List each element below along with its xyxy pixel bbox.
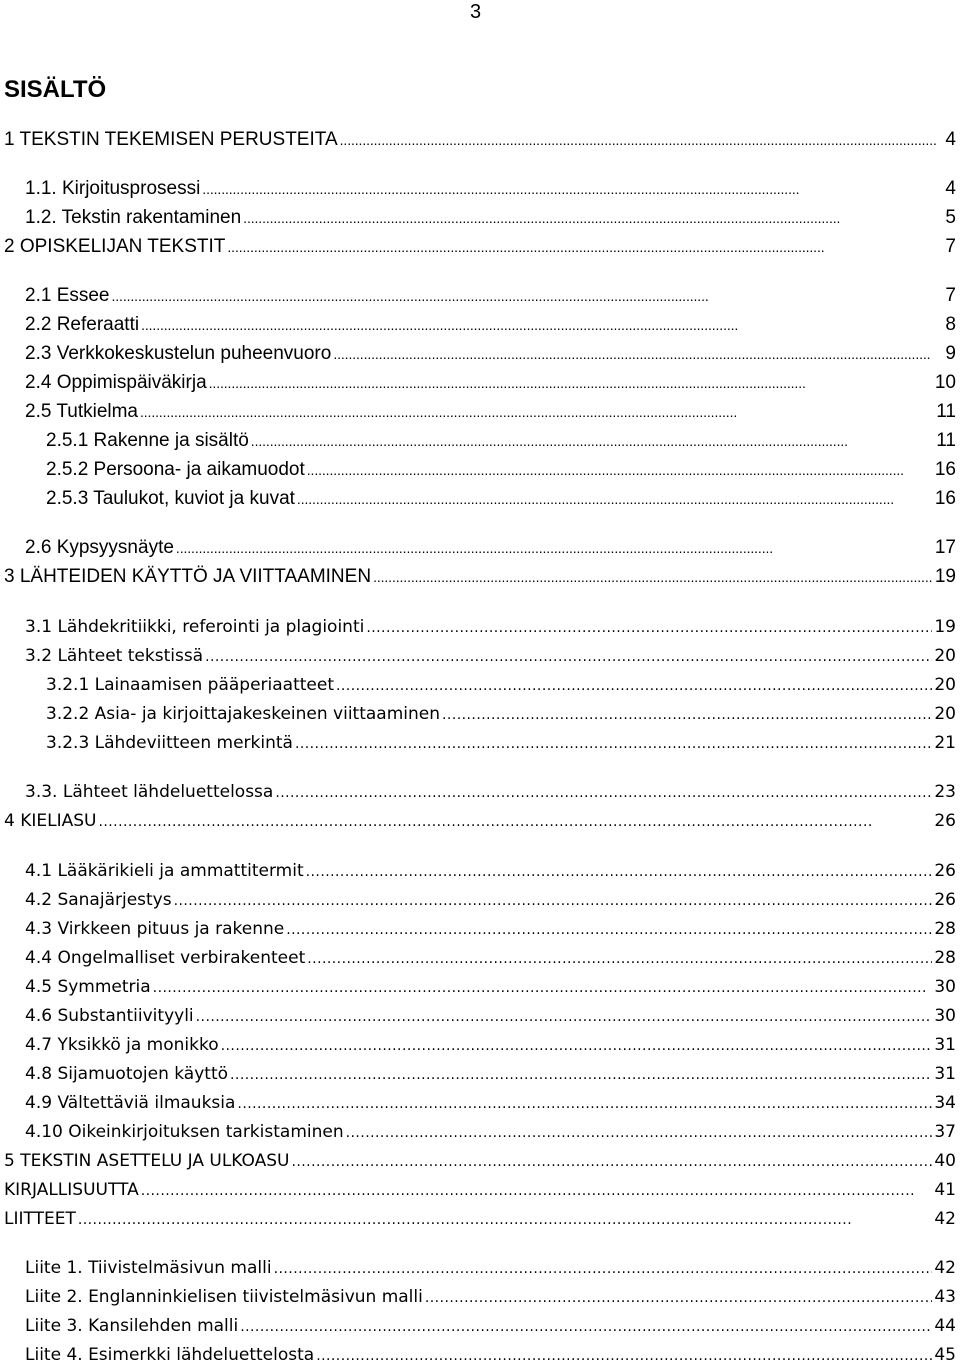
toc-entry[interactable]: [4, 1206, 956, 1232]
dot-leader: [140, 399, 934, 425]
dot-leader: [221, 1032, 933, 1059]
dot-leader: [333, 341, 943, 367]
dot-leader: [141, 1177, 933, 1204]
toc-entry-label: 2 OPISKELIJAN TEKSTIT: [4, 236, 226, 257]
toc-entry-label: 1.2. Tekstin rakentaminen: [25, 207, 242, 228]
dot-leader: [98, 808, 932, 835]
toc-entry-label: 3 LÄHTEIDEN KÄYTTÖ JA VIITTAAMINEN: [4, 566, 372, 587]
toc-entry[interactable]: [4, 127, 956, 153]
toc-entry-page: 26: [934, 861, 956, 881]
dot-leader: [112, 283, 944, 309]
toc-entry[interactable]: [25, 1090, 956, 1116]
toc-entry-page: 23: [934, 782, 956, 802]
dot-leader: [373, 564, 933, 590]
dot-leader: [307, 945, 932, 972]
toc-entry[interactable]: [25, 1119, 956, 1145]
toc-entry[interactable]: [25, 1061, 956, 1087]
page-number: 3: [470, 1, 482, 23]
toc-entry-page: 26: [934, 890, 956, 910]
toc-entry-label: 2.4 Oppimispäiväkirja: [25, 372, 207, 393]
dot-leader: [196, 1003, 933, 1030]
toc-entry[interactable]: [46, 730, 956, 756]
toc-entry-page: 19: [934, 566, 956, 587]
toc-entry-page: 31: [934, 1064, 956, 1084]
toc-entry[interactable]: [46, 486, 956, 512]
toc-entry-label: 2.1 Essee: [25, 285, 110, 306]
toc-entry-label: 3.1 Lähdekritiikki, referointi ja plagiointi: [25, 617, 365, 637]
toc-entry-page: 42: [934, 1209, 956, 1229]
toc-entry-page: 20: [934, 675, 956, 695]
dot-leader: [425, 1284, 933, 1311]
toc-entry-page: 5: [945, 207, 956, 228]
toc-entry[interactable]: [4, 564, 956, 590]
dot-leader: [153, 974, 933, 1001]
toc-entry-label: 2.5.2 Persoona- ja aikamuodot: [46, 459, 305, 480]
toc-entry[interactable]: [25, 1284, 956, 1310]
toc-entry-page: 4: [945, 129, 956, 150]
toc-entry[interactable]: [46, 672, 956, 698]
dot-leader: [442, 701, 932, 728]
toc-entry[interactable]: [25, 887, 956, 913]
toc-entry-page: 4: [945, 178, 956, 199]
toc-entry-label: Liite 2. Englanninkielisen tiivistelmäsivun malli: [25, 1287, 423, 1307]
toc-entry-label: LIITTEET: [4, 1209, 76, 1229]
dot-leader: [237, 1090, 932, 1117]
toc-entry[interactable]: [4, 1177, 956, 1203]
toc-entry-label: 2.5 Tutkielma: [25, 401, 138, 422]
dot-leader: [340, 127, 944, 153]
dot-leader: [230, 1061, 932, 1088]
toc-entry[interactable]: [25, 614, 956, 640]
toc-entry[interactable]: [25, 643, 956, 669]
toc-entry-page: 42: [934, 1258, 956, 1278]
toc-entry[interactable]: [25, 399, 956, 425]
toc-entry-label: 4.5 Symmetria: [25, 977, 151, 997]
toc-entry-page: 20: [934, 646, 956, 666]
toc-entry[interactable]: [25, 341, 956, 367]
toc-entry-page: 26: [934, 811, 956, 831]
dot-leader: [346, 1119, 933, 1146]
toc-entry[interactable]: [4, 808, 956, 834]
toc-entry-page: 16: [934, 488, 956, 509]
toc-entry[interactable]: [25, 176, 956, 202]
dot-leader: [251, 428, 934, 454]
dot-leader: [286, 916, 932, 943]
toc-entry[interactable]: [4, 234, 956, 260]
dot-leader: [176, 535, 933, 561]
toc-entry[interactable]: [25, 1032, 956, 1058]
dot-leader: [366, 614, 932, 641]
toc-entry[interactable]: [25, 1313, 956, 1339]
toc-entry[interactable]: [25, 974, 956, 1000]
toc-entry-page: 28: [934, 948, 956, 968]
toc-entry-label: 4.9 Vältettäviä ilmauksia: [25, 1093, 236, 1113]
toc-entry-label: 4.6 Substantiivityyli: [25, 1006, 194, 1026]
toc-entry-page: 30: [934, 1006, 956, 1026]
dot-leader: [243, 205, 943, 231]
toc-entry-label: 1.1. Kirjoitusprosessi: [25, 178, 201, 199]
toc-entry[interactable]: [25, 1342, 956, 1368]
toc-entry[interactable]: [25, 916, 956, 942]
toc-entry-label: 1 TEKSTIN TEKEMISEN PERUSTEITA: [4, 129, 338, 150]
toc-entry[interactable]: [4, 1148, 956, 1174]
toc-entry-label: 4.1 Lääkärikieli ja ammattitermit: [25, 861, 304, 881]
toc-entry-page: 40: [934, 1151, 956, 1171]
toc-entry-page: 43: [934, 1287, 956, 1307]
toc-entry-page: 10: [934, 372, 956, 393]
dot-leader: [274, 1255, 933, 1282]
toc-entry[interactable]: [25, 858, 956, 884]
toc-entry-label: 2.5.3 Taulukot, kuviot ja kuvat: [46, 488, 295, 509]
toc-entry[interactable]: [25, 205, 956, 231]
toc-entry-label: 2.6 Kypsyysnäyte: [25, 537, 174, 558]
toc-entry-label: 4 KIELIASU: [4, 811, 97, 831]
dot-leader: [227, 234, 943, 260]
toc-entry-label: 4.2 Sanajärjestys: [25, 890, 172, 910]
dot-leader: [209, 370, 933, 396]
toc-entry-label: 3.2.3 Lähdeviitteen merkintä: [46, 733, 293, 753]
toc-title: SISÄLTÖ: [4, 76, 107, 103]
toc-entry-label: 2.2 Referaatti: [25, 314, 140, 335]
toc-entry-label: 2.5.1 Rakenne ja sisältö: [46, 430, 249, 451]
toc-entry-page: 9: [945, 343, 956, 364]
toc-entry-label: 4.8 Sijamuotojen käyttö: [25, 1064, 229, 1084]
toc-entry-page: 16: [934, 459, 956, 480]
toc-entry-page: 37: [934, 1122, 956, 1142]
toc-entry-page: 21: [934, 733, 956, 753]
toc-entry[interactable]: [46, 457, 956, 483]
toc-entry-page: 7: [945, 285, 956, 306]
dot-leader: [141, 312, 943, 338]
toc-entry-label: 4.10 Oikeinkirjoituksen tarkistaminen: [25, 1122, 344, 1142]
dot-leader: [316, 1342, 932, 1369]
toc-entry-label: 4.3 Virkkeen pituus ja rakenne: [25, 919, 285, 939]
toc-entry-page: 28: [934, 919, 956, 939]
toc-entry-page: 7: [945, 236, 956, 257]
toc-entry-page: 31: [934, 1035, 956, 1055]
toc-entry[interactable]: [25, 312, 956, 338]
toc-entry-label: 3.2 Lähteet tekstissä: [25, 646, 204, 666]
toc-entry[interactable]: [25, 283, 956, 309]
dot-leader: [78, 1206, 933, 1233]
toc-entry-page: 17: [934, 537, 956, 558]
toc-entry-label: 4.4 Ongelmalliset verbirakenteet: [25, 948, 306, 968]
toc-entry[interactable]: [46, 701, 956, 727]
dot-leader: [336, 672, 932, 699]
toc-entry-label: Liite 1. Tiivistelmäsivun malli: [25, 1258, 272, 1278]
toc-entry-page: 34: [934, 1093, 956, 1113]
toc-entry-page: 20: [934, 704, 956, 724]
dot-leader: [202, 176, 943, 202]
toc-entry-page: 45: [934, 1345, 956, 1365]
dot-leader: [295, 730, 932, 757]
dot-leader: [205, 643, 932, 670]
dot-leader: [297, 486, 933, 512]
dot-leader: [275, 779, 932, 806]
toc-entry-label: 3.3. Lähteet lähdeluettelossa: [25, 782, 274, 802]
toc-entry-label: 4.7 Yksikkö ja monikko: [25, 1035, 219, 1055]
toc-entry[interactable]: [25, 1003, 956, 1029]
toc-entry[interactable]: [25, 1255, 956, 1281]
toc-entry[interactable]: [25, 779, 956, 805]
toc-entry[interactable]: [46, 428, 956, 454]
toc-entry-label: 3.2.1 Lainaamisen pääperiaatteet: [46, 675, 334, 695]
toc-entry-page: 19: [934, 617, 956, 637]
toc-entry-label: KIRJALLISUUTTA: [4, 1180, 139, 1200]
dot-leader: [306, 858, 933, 885]
toc-entry-page: 11: [936, 401, 956, 422]
toc-entry-page: 30: [934, 977, 956, 997]
toc-entry[interactable]: [25, 370, 956, 396]
toc-entry-label: Liite 4. Esimerkki lähdeluettelosta: [25, 1345, 315, 1365]
toc-entry[interactable]: [25, 535, 956, 561]
toc-entry[interactable]: [25, 945, 956, 971]
toc-entry-label: 3.2.2 Asia- ja kirjoittajakeskeinen viittaaminen: [46, 704, 441, 724]
dot-leader: [307, 457, 933, 483]
dot-leader: [240, 1313, 932, 1340]
toc-entry-label: 5 TEKSTIN ASETTELU JA ULKOASU: [4, 1151, 290, 1171]
toc-entry-page: 11: [936, 430, 956, 451]
dot-leader: [291, 1148, 932, 1175]
toc-entry-page: 44: [934, 1316, 956, 1336]
toc-entry-page: 41: [934, 1180, 956, 1200]
toc-entry-page: 8: [945, 314, 956, 335]
toc-entry-label: Liite 3. Kansilehden malli: [25, 1316, 239, 1336]
dot-leader: [174, 887, 933, 914]
toc-entry-label: 2.3 Verkkokeskustelun puheenvuoro: [25, 343, 332, 364]
